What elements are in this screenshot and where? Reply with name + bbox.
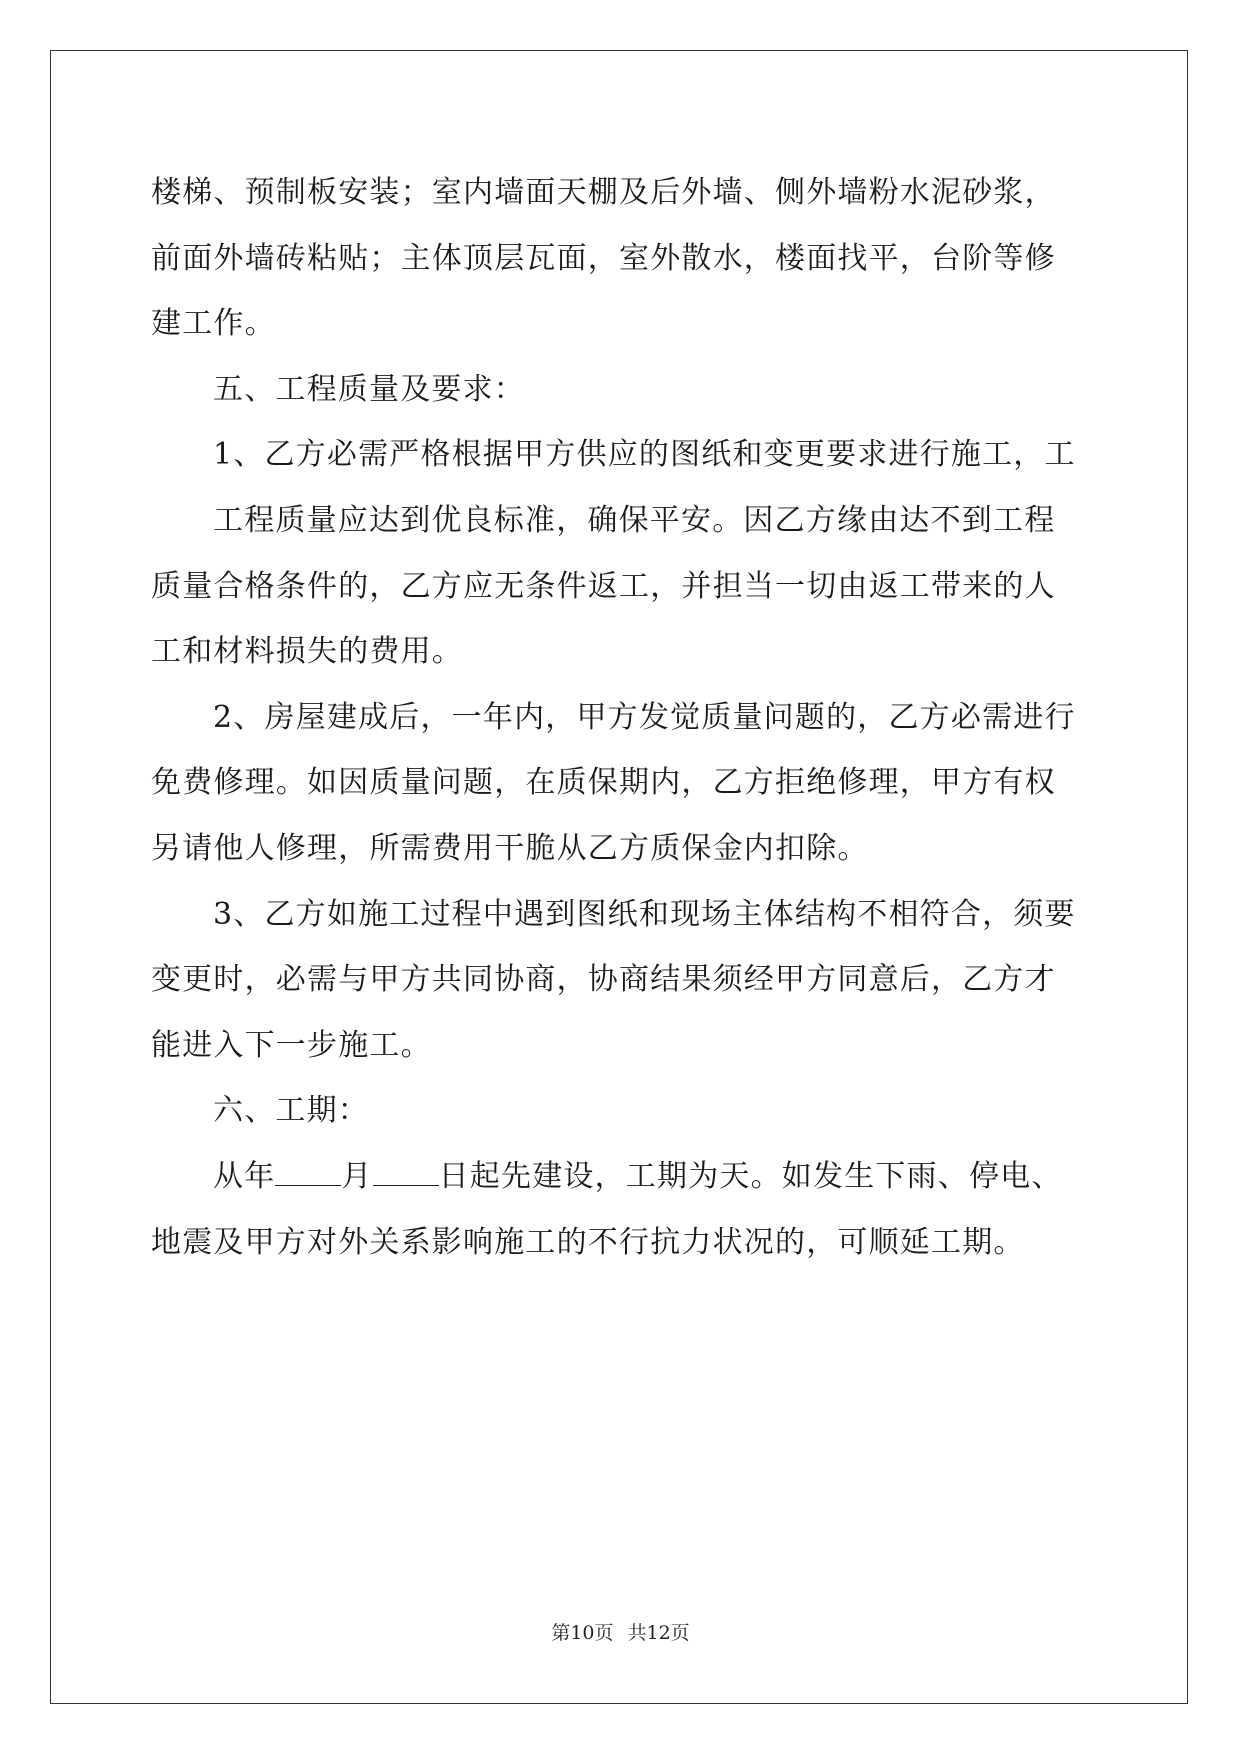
paragraph-clause-2: 2、房屋建成后，一年内，甲方发觉质量问题的，乙方必需进行免费修理。如因质量问题，在质保期内，乙方拒绝修理，甲方有权另请他人修理，所需费用干脆从乙方质保金内扣除。 [151,699,1076,866]
page-footer [0,1621,1241,1645]
month-blank [275,1159,341,1186]
heading-quality: 五、工程质量及要求： [213,371,525,407]
heading-schedule: 六、工期： [213,1093,369,1129]
paragraph-clause-1: 1、乙方必需严格根据甲方供应的图纸和变更要求进行施工，工 [213,437,1076,473]
day-blank [373,1159,439,1186]
schedule-text-year: 从年 [213,1158,276,1194]
paragraph-schedule [151,1144,1086,1275]
page-number: 第10页 [551,1622,614,1644]
paragraph-materials: 楼梯、预制板安装；室内墙面天棚及后外墙、侧外墙粉水泥砂浆，前面外墙砖粘贴；主体顶层瓦面，室外散水，楼面找平，台阶等修建工作。 [151,175,1056,342]
document-body [151,160,1086,1275]
schedule-text-rest: 日起先建设，工期为天。如发生下雨、停电、地震及甲方对外关系影响施工的不行抗力状况的，可顺延工期。 [151,1158,1063,1260]
paragraph-clause-3: 3、乙方如施工过程中遇到图纸和现场主体结构不相符合，须要变更时，必需与甲方共同协商，协商结果须经甲方同意后，乙方才能进入下一步施工。 [151,896,1076,1063]
paragraph-quality-standard: 工程质量应达到优良标准，确保平安。因乙方缘由达不到工程质量合格条件的，乙方应无条件返工，并担当一切由返工带来的人工和材料损失的费用。 [151,502,1056,670]
page-total: 共12页 [627,1622,690,1644]
schedule-text-month: 月 [341,1158,373,1194]
